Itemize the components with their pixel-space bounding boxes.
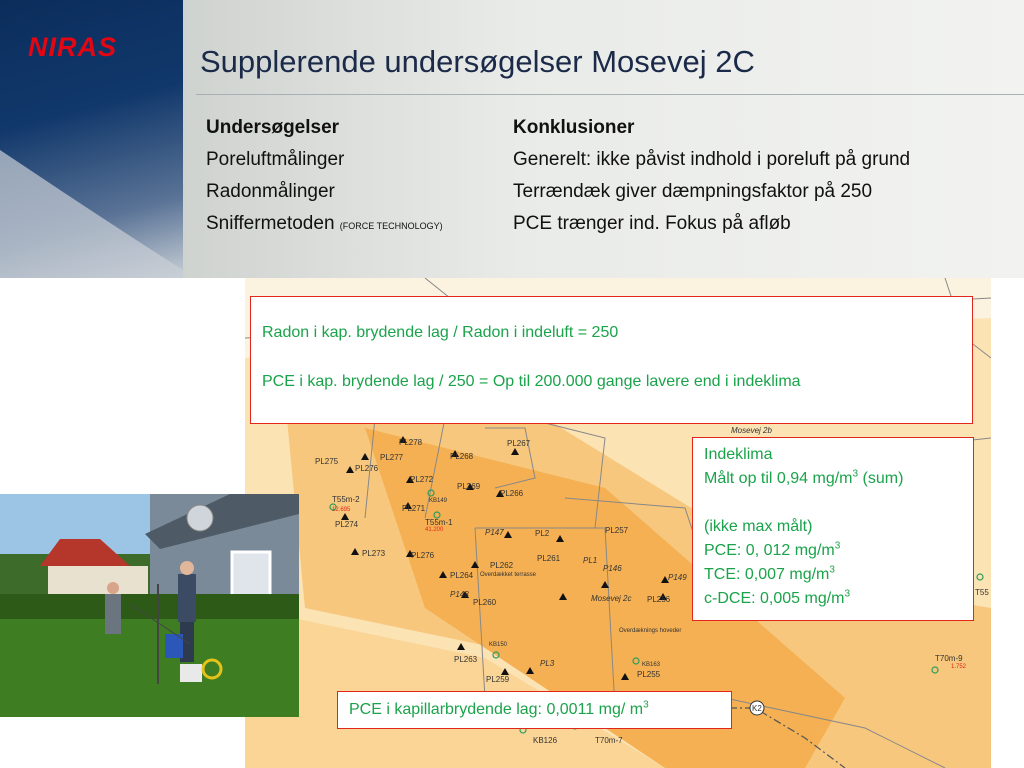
- map-label: PL276: [355, 464, 379, 473]
- pce-ratio-line: PCE i kap. brydende lag / 250 = Op til 200.000 gange lavere end i indeklima: [262, 373, 801, 390]
- map-label: PL271: [402, 504, 426, 513]
- investigations-heading: Undersøgelser: [206, 117, 340, 138]
- map-label: T55: [975, 588, 989, 597]
- map-label: PL274: [335, 520, 359, 529]
- map-label: PL259: [486, 675, 510, 684]
- map-label: Overdækket terrasse: [480, 572, 537, 578]
- map-red-value: 41.200: [425, 527, 444, 533]
- map-label: PL257: [605, 526, 629, 535]
- map-red-value: 1.752: [951, 664, 967, 670]
- map-label: PL276: [411, 551, 435, 560]
- indoor-climate-callout: [692, 437, 974, 621]
- map-label: PL269: [457, 482, 481, 491]
- map-label: PL267: [507, 439, 531, 448]
- investigation-item: Radonmålinger: [206, 181, 335, 202]
- niras-logo: NIRAS: [28, 32, 118, 62]
- map-label: Mosevej 2c: [591, 594, 632, 603]
- map-label: PL278: [399, 438, 423, 447]
- indoor-measured-line: Målt op til 0,94 $mg/m^3$ (sum): [704, 468, 904, 487]
- tce-value-line: TCE: 0,007 $mg/m^3$: [704, 564, 835, 583]
- investigation-item: Poreluftmålinger: [206, 149, 345, 170]
- map-label: PL261: [537, 554, 561, 563]
- map-label: PL264: [450, 571, 474, 580]
- map-label: PL3: [540, 659, 555, 668]
- pce-value-line: PCE: 0, 012 $mg/m^3$: [704, 540, 841, 559]
- map-label: PL1: [583, 556, 598, 565]
- map-label: P148: [450, 590, 469, 599]
- map-label: T70m-9: [935, 654, 963, 663]
- map-label: PL272: [410, 475, 434, 484]
- map-label: Mosevej 2b: [731, 426, 772, 435]
- map-label: T55m-2: [332, 495, 360, 504]
- map-label: PL262: [490, 561, 514, 570]
- map-label: PL266: [500, 489, 524, 498]
- map-label: P147: [485, 528, 504, 537]
- title-divider: [196, 94, 1024, 95]
- map-label: KB126: [533, 736, 558, 745]
- conclusion-item: PCE trænger ind. Fokus på afløb: [513, 213, 791, 234]
- conclusions-heading: Konklusioner: [513, 117, 635, 138]
- capillary-layer-text: PCE i kapillarbrydende lag: 0,0011 mg/ $m^3$: [349, 699, 649, 718]
- map-label: PL268: [450, 452, 474, 461]
- map-label: PL275: [315, 457, 339, 466]
- map-label: KB163: [642, 662, 661, 668]
- map-label: PL255: [637, 670, 661, 679]
- capillary-layer-callout: [337, 691, 732, 729]
- map-label: KB149: [429, 498, 448, 504]
- conclusion-item: Generelt: ikke påvist indhold i poreluft på grund: [513, 149, 911, 170]
- map-label: PL277: [380, 453, 404, 462]
- investigation-note: (FORCE TECHNOLOGY): [339, 221, 443, 231]
- map-label: T70m-7: [595, 736, 623, 745]
- map-label: PL263: [454, 655, 478, 664]
- slide-title: Supplerende undersøgelser Mosevej 2C: [200, 44, 755, 79]
- map-label: KB150: [489, 642, 508, 648]
- indoor-note-line: (ikke max målt): [704, 518, 813, 535]
- site-photo: [0, 494, 299, 717]
- map-label: Overdæknings hoveder: [619, 628, 682, 634]
- cdce-value-line: c-DCE: 0,005 $mg/m^3$: [704, 588, 851, 607]
- indoor-climate-title: Indeklima: [704, 446, 773, 463]
- investigations-column: [206, 112, 443, 242]
- map-label: P149: [668, 573, 687, 582]
- radon-ratio-callout: [250, 296, 973, 424]
- map-label-k2: K2: [752, 704, 762, 713]
- map-red-value: 12.695: [332, 507, 351, 513]
- conclusion-item: Terrændæk giver dæmpningsfaktor på 250: [513, 181, 873, 202]
- map-label: P146: [603, 564, 622, 573]
- map-label: PL260: [473, 598, 497, 607]
- map-label: PL256: [647, 595, 671, 604]
- investigation-item: Sniffermetoden: [206, 213, 335, 234]
- radon-ratio-line: Radon i kap. brydende lag / Radon i indeluft = 250: [262, 324, 619, 341]
- conclusions-column: [513, 112, 910, 240]
- map-label: T55m-1: [425, 518, 453, 527]
- map-label: PL2: [535, 529, 550, 538]
- map-label: PL273: [362, 549, 386, 558]
